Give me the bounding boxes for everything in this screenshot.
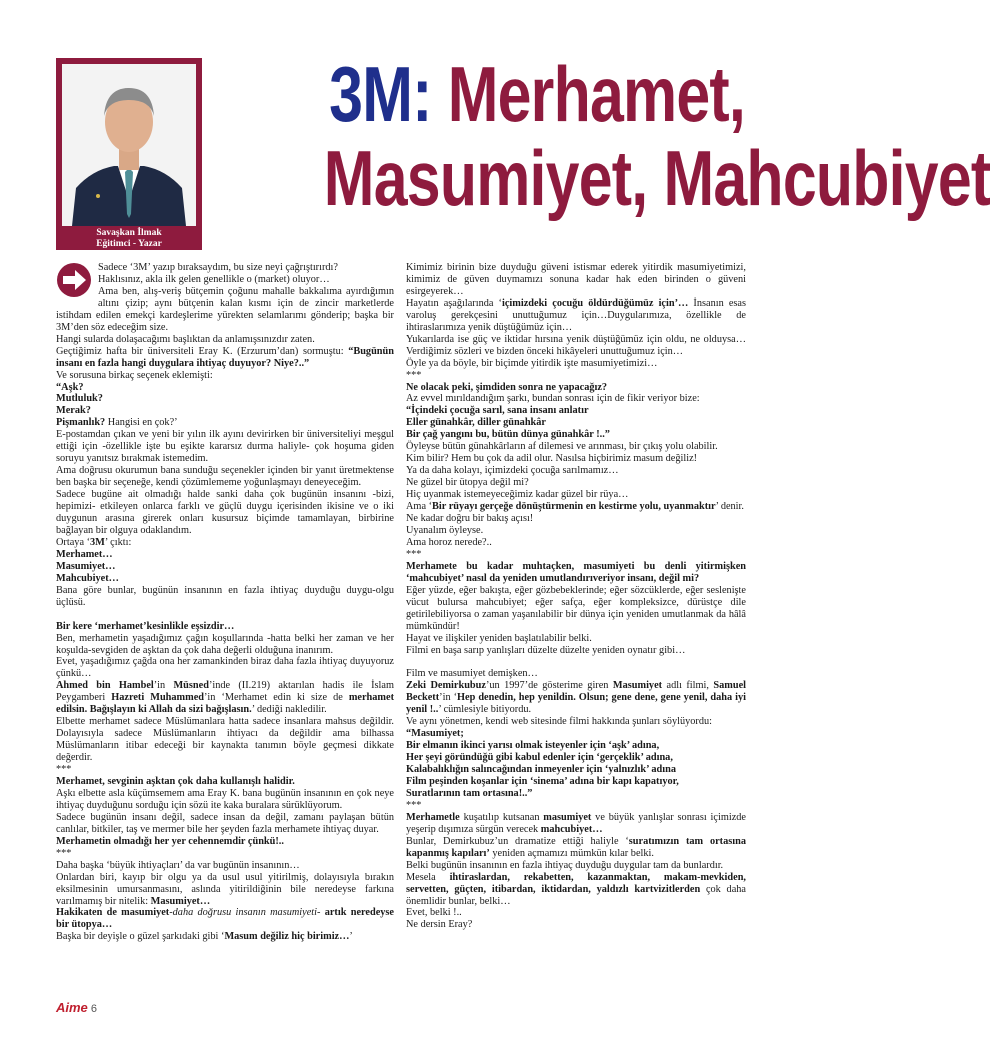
article-title bbox=[323, 50, 990, 222]
text-bold: Masum değiliz hiç birimiz… bbox=[224, 931, 350, 943]
section-heading: Merhametin olmadığı her yer cehennemdir çünkü!.. bbox=[56, 835, 284, 847]
quote-line: Kalabalıklığın salıncağından inmeyenler için ‘yalnızlık’ adına bbox=[406, 764, 676, 776]
quote-line: “Masumiyet; bbox=[406, 728, 464, 740]
title-3m: 3M: bbox=[329, 50, 432, 138]
paragraph: Ama ben, alış-veriş bütçemin çoğunu mahalle bakkalıma ayırdığımın altını çizip; aynı bütçenin kalan kısmı için de zincir marketlerde istihdam edilen emekçi kardeşlerime yürekten selamlarımı gönderip; başka bir 3M’den söz edeceğim size. bbox=[56, 285, 394, 333]
text: Hangisi en çok?’ bbox=[107, 417, 178, 429]
arrow-right-icon bbox=[56, 262, 92, 298]
title-line2: Masumiyet, Mahcubiyet bbox=[323, 134, 990, 222]
text: Hayatın aşağılarında ‘ bbox=[406, 297, 502, 309]
option: Merak? bbox=[56, 405, 91, 417]
paragraph bbox=[406, 680, 746, 716]
paragraph: Ama doğrusu okurumun bana sunduğu seçenekler içinden bir yanıt üretmektense ben başka bir seçeneğe, kendi çözümlememe yoğunlaşmayı deneyeceğim. bbox=[56, 465, 394, 489]
paragraph: Öyleyse bütün günahkârların af dilemesi ve arınması, bir çıkış yolu olabilir. bbox=[406, 441, 718, 453]
paragraph bbox=[56, 537, 394, 549]
paragraph: Sadece bugüne ait olmadığı halde sanki daha çok bugünün insanını -bizi, hepimizi- etkileyen onlarca farklı ve güçlü duygu içerisinden ikisine ve o iki duygunun arasına girerek onları kusursuz biçimde tamamlayan, birbirine bağlayan bir olguya odaklandım. bbox=[56, 489, 394, 536]
separator: *** bbox=[406, 548, 422, 560]
text: yeniden açmamızı mümkün kılar belki. bbox=[489, 847, 654, 859]
paragraph bbox=[406, 872, 746, 908]
paragraph: Bana göre bunlar, bugünün insanının en fazla ihtiyaç duyduğu duygu-olgu üçlüsü. bbox=[56, 584, 394, 608]
paragraph: Uyanalım öyleyse. bbox=[406, 524, 484, 536]
title-merhamet: Merhamet, bbox=[447, 50, 745, 138]
right-column bbox=[406, 262, 746, 931]
paragraph bbox=[406, 836, 746, 860]
option: Mutluluk? bbox=[56, 393, 103, 405]
quote-line: Her şeyi göründüğü gibi kabul edenler için ‘gerçeklik’ adına, bbox=[406, 752, 673, 764]
section-heading: Bir kere ‘merhamet’kesinlikle eşsizdir… bbox=[56, 620, 235, 632]
text: ’ cümlesiyle bitiyordu. bbox=[438, 704, 532, 716]
list-item: Masumiyet… bbox=[56, 560, 116, 572]
paragraph: Eğer yüzde, eğer bakışta, eğer gözbebeklerinde; eğer sözcüklerde, eğer seslenişte vücut bulursa mahcubiyet; eğer safça, eğer kompleksizce, dürüstçe dile getirilebiliyorsa o zaman yaşanılabilir bir dünya için yeniden umutlanmak da hâlâ mümkündür! bbox=[406, 584, 746, 632]
page-number: 6 bbox=[90, 1003, 97, 1015]
paragraph: Ne dersin Eray? bbox=[406, 919, 473, 931]
text: Başka bir deyişle o güzel şarkıdaki gibi ‘ bbox=[56, 931, 225, 943]
text-bold: Müsned bbox=[173, 680, 209, 692]
section-heading: Ne olacak peki, şimdiden sonra ne yapacağız? bbox=[406, 381, 608, 393]
paragraph: Filmi en başa sarıp yanlışları düzelte düzelte yeniden oynatır gibi… bbox=[406, 644, 686, 656]
paragraph: Sadece bugünün insanı değil, sadece insan da değil, zamanı paylaşan bütün canlılar, bitkiler, taş ve mermer bile her şeyden fazla merhamete ihtiyaç duyar. bbox=[56, 811, 394, 835]
paragraph: Evet, yaşadığımız çağda ona her zamankinden biraz daha fazla ihtiyaç duyuyoruz çünkü… bbox=[56, 656, 394, 680]
paragraph: Evet, belki !.. bbox=[406, 907, 462, 919]
song-line: Eller günahkâr, diller günahkâr bbox=[406, 417, 547, 429]
text-bold: Masumiyet bbox=[612, 680, 663, 692]
text-bold: Hazreti Muhammed bbox=[111, 692, 204, 704]
author-photo bbox=[62, 64, 196, 226]
text: ’inde (II.219) aktarılan hadis ile İslam Peygamberi bbox=[56, 680, 395, 704]
text-bold: masumiyet bbox=[543, 811, 592, 823]
text: ’ bbox=[349, 931, 353, 943]
section-heading: Merhamet, sevginin aşktan çok daha kullanışlı halidir. bbox=[56, 775, 295, 787]
left-column bbox=[56, 262, 394, 943]
text: Bunlar, Demirkubuz’un dramatize ettiği haliyle ‘ bbox=[406, 835, 629, 847]
paragraph: Ya da daha kolayı, içimizdeki çocuğa sarılmamız… bbox=[406, 465, 619, 477]
list-item: Mahcubiyet… bbox=[56, 572, 119, 584]
paragraph bbox=[406, 298, 746, 334]
paragraph: Ne güzel bir ütopya değil mi? bbox=[406, 477, 529, 489]
option: “Aşk? bbox=[56, 381, 84, 393]
paragraph: Yukarılarda ise güç ve iktidar hırsına yenik düştüğümüz için oldu, ne olduysa…Verdiğimiz sözleri ve bizden önceki hikâyeleri unuttuğumuz için… bbox=[406, 333, 746, 357]
text-bold: içimizdeki çocuğu öldürdüğümüz için’… bbox=[501, 297, 689, 309]
section-heading: Merhamete bu kadar muhtaçken, masumiyeti bu denli yitirmişken ‘mahcubiyet’ nasıl da yeniden umutlandırıveriyor insanı, değil mi? bbox=[406, 560, 746, 584]
text: ’in ‘Merhamet edin ki size de bbox=[204, 692, 349, 704]
paragraph: Aşkı elbette asla küçümsemem ama Eray K. bana bugünün insanının en çok neye ihtiyaç duyduğunu sorduğu için sözü ite kaka buralara sürüklüyorum. bbox=[56, 787, 394, 811]
text-bold: Zeki Demirkubuz bbox=[406, 680, 486, 692]
quote-line: Suratlarının tam ortasına!..” bbox=[406, 787, 533, 799]
page-footer bbox=[56, 1000, 97, 1015]
paragraph: E-postamdan çıkan ve yeni bir yılın ilk ayını devirirken bir üniversiteliyi meşgul ettiği için -özellikle işte bu eşikte kararsız durma haliyle- çok hoşuma giden soruyu yanıtsız bırakmak istemedim. bbox=[56, 429, 394, 465]
text-bold: Masumiyet… bbox=[150, 895, 211, 907]
option: Pişmanlık? bbox=[56, 417, 106, 429]
paragraph: Hayat ve ilişkiler yeniden başlatılabilir belki. bbox=[406, 632, 592, 644]
text-italic: -daha doğrusu insanın masumiyeti- bbox=[169, 907, 321, 919]
text-bold: Ahmed bin Hambel bbox=[56, 680, 154, 692]
paragraph: Kim bilir? Hem bu çok da adil olur. Nasılsa hiçbirimiz masum değiliz! bbox=[406, 453, 698, 465]
text: Mesela bbox=[406, 871, 450, 883]
paragraph: Öyle ya da böyle, bir biçimde yitirdik işte masumiyetimizi… bbox=[406, 357, 658, 369]
text-bold: Hakikaten de masumiyet bbox=[56, 907, 170, 919]
text: kuşatılıp kutsanan bbox=[459, 811, 544, 823]
paragraph: Hiç uyanmak istemeyeceğimiz kadar güzel bir rüya… bbox=[406, 489, 629, 501]
magazine-logo: Aime bbox=[56, 1000, 88, 1015]
text: Ortaya ‘ bbox=[56, 536, 91, 548]
author-role: Eğitimci - Yazar bbox=[96, 239, 162, 249]
separator: *** bbox=[56, 847, 72, 859]
paragraph: Ve sorusuna birkaç seçenek eklemişti: bbox=[56, 369, 213, 381]
paragraph: Film ve masumiyet demişken… bbox=[406, 668, 538, 680]
text: İnsanın esas varoluş gerekçesini unuttuğumuz için…Duygularımıza, özellikle de ihtiraslarımıza yenik düştüğümüz için… bbox=[406, 297, 746, 333]
text: çok daha önemlidir bunlar, belki… bbox=[406, 883, 746, 907]
paragraph bbox=[56, 680, 394, 716]
text: ve büyük yanlışlar sonrası içimizde yeşerip dışımıza sürgün verecek bbox=[406, 811, 746, 835]
text-bold: mahcubiyet… bbox=[540, 823, 603, 835]
paragraph bbox=[406, 501, 746, 513]
quote-line: Film peşinden koşanlar için ‘sinema’ adına bir kapı kapatıyor, bbox=[406, 775, 679, 787]
paragraph: Haklısınız, akla ilk gelen genellikle o (market) oluyor… bbox=[98, 273, 330, 285]
paragraph: Hangi sularda dolaşacağımı başlıktan da anlamışsınızdır zaten. bbox=[56, 333, 315, 345]
text-bold: Samuel Beckett bbox=[406, 680, 747, 704]
question-quote: “Bugünün insanı en fazla hangi duygulara ihtiyaç duyuyor? Niye?..” bbox=[56, 345, 394, 369]
text-bold: merhamet edilsin. Bağışlayın ki Allah da sizi bağışlasın. bbox=[56, 692, 394, 716]
paragraph bbox=[406, 812, 746, 836]
text: ’ dediği nakledilir. bbox=[251, 704, 327, 716]
text-bold: Bir rüyayı gerçeğe dönüştürmenin en kestirme yolu, uyanmaktır bbox=[432, 501, 716, 513]
text: ’ denir. bbox=[715, 501, 744, 513]
paragraph: Az evvel mırıldandığım şarkı, bundan sonrası için de fikir veriyor bize: bbox=[406, 393, 700, 405]
paragraph: Daha başka ‘büyük ihtiyaçları’ da var bugünün insanının… bbox=[56, 859, 300, 871]
paragraph: Elbette merhamet sadece Müslümanlara hatta sadece insanlara mahsus değildir. Dolayısıyla sadece Müslümanların ihtiyacı da değildir ama bilhassa Müslümanların itibar edeceği bir kaynakta tanımın böyle geçmesi dikkate değerdir. bbox=[56, 716, 394, 764]
song-line: “İçindeki çocuğa sarıl, sana insanı anlatır bbox=[406, 405, 589, 417]
text: ’ çıktı: bbox=[104, 536, 132, 548]
paragraph: Belki bugünün insanının en fazla ihtiyaç duyduğu duygular tam da bunlardır. bbox=[406, 859, 724, 871]
paragraph bbox=[56, 417, 394, 429]
quote-line: Bir elmanın ikinci yarısı olmak isteyenler için ‘aşk’ adına, bbox=[406, 740, 660, 752]
text-bold: suratımızın tam ortasına kapanmış kapıları’ bbox=[406, 835, 746, 859]
text: Onlardan biri, kayıp bir olgu ya da usul usul yitirilmiş, dolayısıyla bırakın eksilmesinin umursanmasını, aslında yitirildiğinin bile neredeyse farkına varılmamış bir nitelik: bbox=[56, 871, 394, 907]
author-name: Savaşkan İlmak bbox=[96, 228, 162, 238]
paragraph bbox=[56, 346, 394, 370]
text: ’un 1997’de gösterime giren bbox=[485, 680, 613, 692]
paragraph bbox=[56, 931, 394, 943]
text-bold: 3M bbox=[90, 536, 105, 548]
paragraph: Ben, merhametin yaşadığımız çağın koşullarında -hatta belki her zaman ve her koşulda-sevgiden de aşktan da çok daha değerli olduğuna inanırım. bbox=[56, 632, 394, 656]
paragraph: Ama horoz nerede?.. bbox=[406, 536, 492, 548]
list-item: Merhamet… bbox=[56, 548, 113, 560]
text: ’in bbox=[153, 680, 174, 692]
paragraph: Kimimiz birinin bize duyduğu güveni istismar ederek yitirdik masumiyetimizi, kimimiz de güven duymamızı sonuna kadar hak eden birinden o güveni esirgeyerek… bbox=[406, 262, 746, 297]
separator: *** bbox=[56, 764, 72, 776]
text: adlı filmi, bbox=[662, 680, 714, 692]
paragraph: Sadece ‘3M’ yazıp bıraksaydım, bu size neyi çağrıştırırdı? bbox=[98, 262, 338, 273]
text-bold: ihtiraslardan, rekabetten, kazanmaktan, makam-mevkiden, servetten, güçten, itibardan, iktidardan, yaldızlı kartvizitlerden bbox=[406, 871, 746, 895]
song-line: Bir çağ yangını bu, bütün dünya günahkâr !..” bbox=[406, 429, 610, 441]
author-photo-frame bbox=[56, 58, 202, 250]
text-bold: artık neredeyse bir ütopya… bbox=[56, 907, 394, 931]
text-bold: Hep denedin, hep yenildin. Olsun; gene dene, gene yenil, daha iyi yenil !.. bbox=[406, 692, 746, 716]
text: Geçtiğimiz hafta bir üniversiteli Eray K. (Erzurum’dan) sormuştu: bbox=[56, 345, 344, 357]
paragraph bbox=[56, 872, 394, 908]
paragraph: Ne kadar doğru bir bakış açısı! bbox=[406, 513, 534, 525]
text: Ama ‘ bbox=[406, 501, 433, 513]
separator: *** bbox=[406, 369, 422, 381]
paragraph bbox=[56, 907, 394, 931]
paragraph: Ve aynı yönetmen, kendi web sitesinde filmi hakkında şunları söylüyordu: bbox=[406, 716, 712, 728]
separator: *** bbox=[406, 799, 422, 811]
text-bold: Merhametle bbox=[406, 811, 460, 823]
text: ’in ‘ bbox=[439, 692, 458, 704]
